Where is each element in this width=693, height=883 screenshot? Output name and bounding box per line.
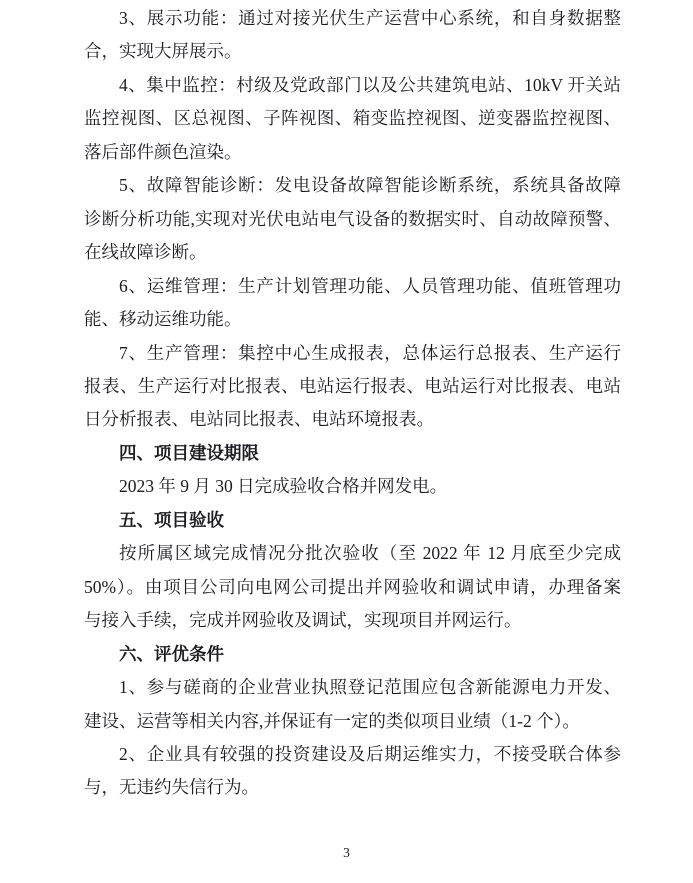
text-line: 与，无违约失信行为。 — [84, 777, 259, 798]
text-line: 能、移动运维功能。 — [84, 309, 242, 330]
text-line: 诊断分析功能,实现对光伏电站电气设备的数据实时、自动故障预警、 — [84, 208, 621, 229]
section-heading: 四、项目建设期限 — [119, 442, 259, 463]
text-line: 5、故障智能诊断：发电设备故障智能诊断系统，系统具备故障 — [119, 175, 621, 196]
text-line: 3、展示功能：通过对接光伏生产运营中心系统，和自身数据整 — [119, 8, 621, 28]
text-line: 按所属区域完成情况分批次验收（至 2022 年 12 月底至少完成 — [119, 543, 621, 564]
text-line: 落后部件颜色渲染。 — [84, 141, 242, 162]
text-line: 2023 年 9 月 30 日完成验收合格并网发电。 — [119, 476, 448, 497]
text-line: 监控视图、区总视图、子阵视图、箱变监控视图、逆变器监控视图、 — [84, 108, 621, 129]
text-line: 合，实现大屏展示。 — [84, 41, 242, 62]
text-line: 与接入手续，完成并网验收及调试，实现项目并网运行。 — [84, 610, 522, 631]
page-number: 3 — [343, 845, 350, 860]
text-line: 2、企业具有较强的投资建设及后期运维实力，不接受联合体参 — [119, 743, 621, 764]
document-body — [84, 2, 621, 805]
text-line: 4、集中监控：村级及党政部门以及公共建筑电站、10kV 开关站 — [119, 74, 621, 95]
section-heading: 六、评优条件 — [119, 643, 224, 664]
text-line: 在线故障诊断。 — [84, 242, 207, 263]
text-line: 50%）。由项目公司向电网公司提出并网验收和调试申请，办理备案 — [84, 576, 621, 597]
text-line: 报表、生产运行对比报表、电站运行报表、电站运行对比报表、电站 — [84, 375, 621, 396]
text-line: 6、运维管理：生产计划管理功能、人员管理功能、值班管理功 — [119, 275, 621, 296]
text-line: 1、参与磋商的企业营业执照登记范围应包含新能源电力开发、 — [119, 677, 621, 698]
text-line: 建设、运营等相关内容,并保证有一定的类似项目业绩（1-2 个）。 — [84, 710, 580, 731]
text-line: 日分析报表、电站同比报表、电站环境报表。 — [84, 409, 434, 430]
text-line: 7、生产管理：集控中心生成报表，总体运行总报表、生产运行 — [119, 342, 621, 363]
section-heading: 五、项目验收 — [119, 509, 224, 530]
